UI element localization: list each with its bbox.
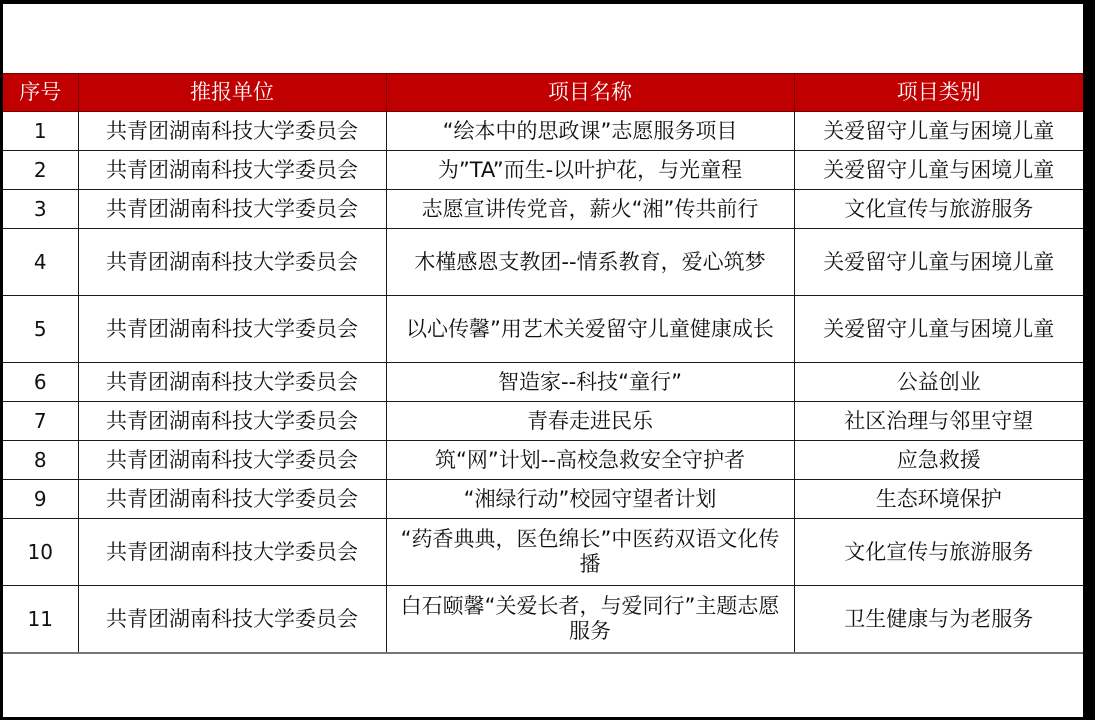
cell-unit: 共青团湖南科技大学委员会 xyxy=(78,112,386,151)
header-unit: 推报单位 xyxy=(78,74,386,112)
cell-category: 应急救援 xyxy=(794,441,1083,480)
cell-unit: 共青团湖南科技大学委员会 xyxy=(78,480,386,519)
cell-name: “绘本中的思政课”志愿服务项目 xyxy=(386,112,794,151)
cell-no: 8 xyxy=(3,441,78,480)
cell-name: 筑“网”计划--高校急救安全守护者 xyxy=(386,441,794,480)
cell-no: 1 xyxy=(3,112,78,151)
cell-name: 志愿宣讲传党音，薪火“湘”传共前行 xyxy=(386,190,794,229)
table-row xyxy=(3,229,1083,296)
cell-no: 5 xyxy=(3,296,78,363)
cell-name: “湘绿行动”校园守望者计划 xyxy=(386,480,794,519)
slide xyxy=(3,4,1083,717)
cell-unit: 共青团湖南科技大学委员会 xyxy=(78,586,386,654)
table-row xyxy=(3,586,1083,654)
table-row xyxy=(3,480,1083,519)
cell-category: 生态环境保护 xyxy=(794,480,1083,519)
cell-name: 青春走进民乐 xyxy=(386,402,794,441)
cell-no: 2 xyxy=(3,151,78,190)
cell-name: 为”TA”而生-以叶护花，与光童程 xyxy=(386,151,794,190)
cell-category: 文化宣传与旅游服务 xyxy=(794,190,1083,229)
header-name: 项目名称 xyxy=(386,74,794,112)
cell-no: 3 xyxy=(3,190,78,229)
cell-no: 7 xyxy=(3,402,78,441)
cell-category: 关爱留守儿童与困境儿童 xyxy=(794,151,1083,190)
cell-no: 6 xyxy=(3,363,78,402)
table-row xyxy=(3,441,1083,480)
cell-unit: 共青团湖南科技大学委员会 xyxy=(78,363,386,402)
cell-no: 4 xyxy=(3,229,78,296)
cell-name: “药香典典，医色绵长”中医药双语文化传播 xyxy=(386,519,794,586)
table-row xyxy=(3,190,1083,229)
cell-category: 社区治理与邻里守望 xyxy=(794,402,1083,441)
cell-name: 白石颐馨“关爱长者，与爱同行”主题志愿服务 xyxy=(386,586,794,654)
cell-no: 11 xyxy=(3,586,78,654)
header-no: 序号 xyxy=(3,74,78,112)
cell-unit: 共青团湖南科技大学委员会 xyxy=(78,190,386,229)
table-row xyxy=(3,519,1083,586)
header-category: 项目类别 xyxy=(794,74,1083,112)
table-row xyxy=(3,112,1083,151)
cell-no: 9 xyxy=(3,480,78,519)
table-row xyxy=(3,296,1083,363)
cell-category: 文化宣传与旅游服务 xyxy=(794,519,1083,586)
table-row xyxy=(3,363,1083,402)
table-row xyxy=(3,402,1083,441)
cell-unit: 共青团湖南科技大学委员会 xyxy=(78,296,386,363)
cell-no: 10 xyxy=(3,519,78,586)
cell-category: 公益创业 xyxy=(794,363,1083,402)
cell-unit: 共青团湖南科技大学委员会 xyxy=(78,519,386,586)
cell-category: 卫生健康与为老服务 xyxy=(794,586,1083,654)
table-row xyxy=(3,151,1083,190)
cell-category: 关爱留守儿童与困境儿童 xyxy=(794,229,1083,296)
cell-unit: 共青团湖南科技大学委员会 xyxy=(78,402,386,441)
cell-unit: 共青团湖南科技大学委员会 xyxy=(78,229,386,296)
cell-unit: 共青团湖南科技大学委员会 xyxy=(78,151,386,190)
cell-unit: 共青团湖南科技大学委员会 xyxy=(78,441,386,480)
cell-category: 关爱留守儿童与困境儿童 xyxy=(794,112,1083,151)
cell-name: 木槿感恩支教团--情系教育，爱心筑梦 xyxy=(386,229,794,296)
table-header-row xyxy=(3,74,1083,112)
project-table xyxy=(3,73,1083,654)
cell-name: 以心传馨”用艺术关爱留守儿童健康成长 xyxy=(386,296,794,363)
cell-name: 智造家--科技“童行” xyxy=(386,363,794,402)
cell-category: 关爱留守儿童与困境儿童 xyxy=(794,296,1083,363)
